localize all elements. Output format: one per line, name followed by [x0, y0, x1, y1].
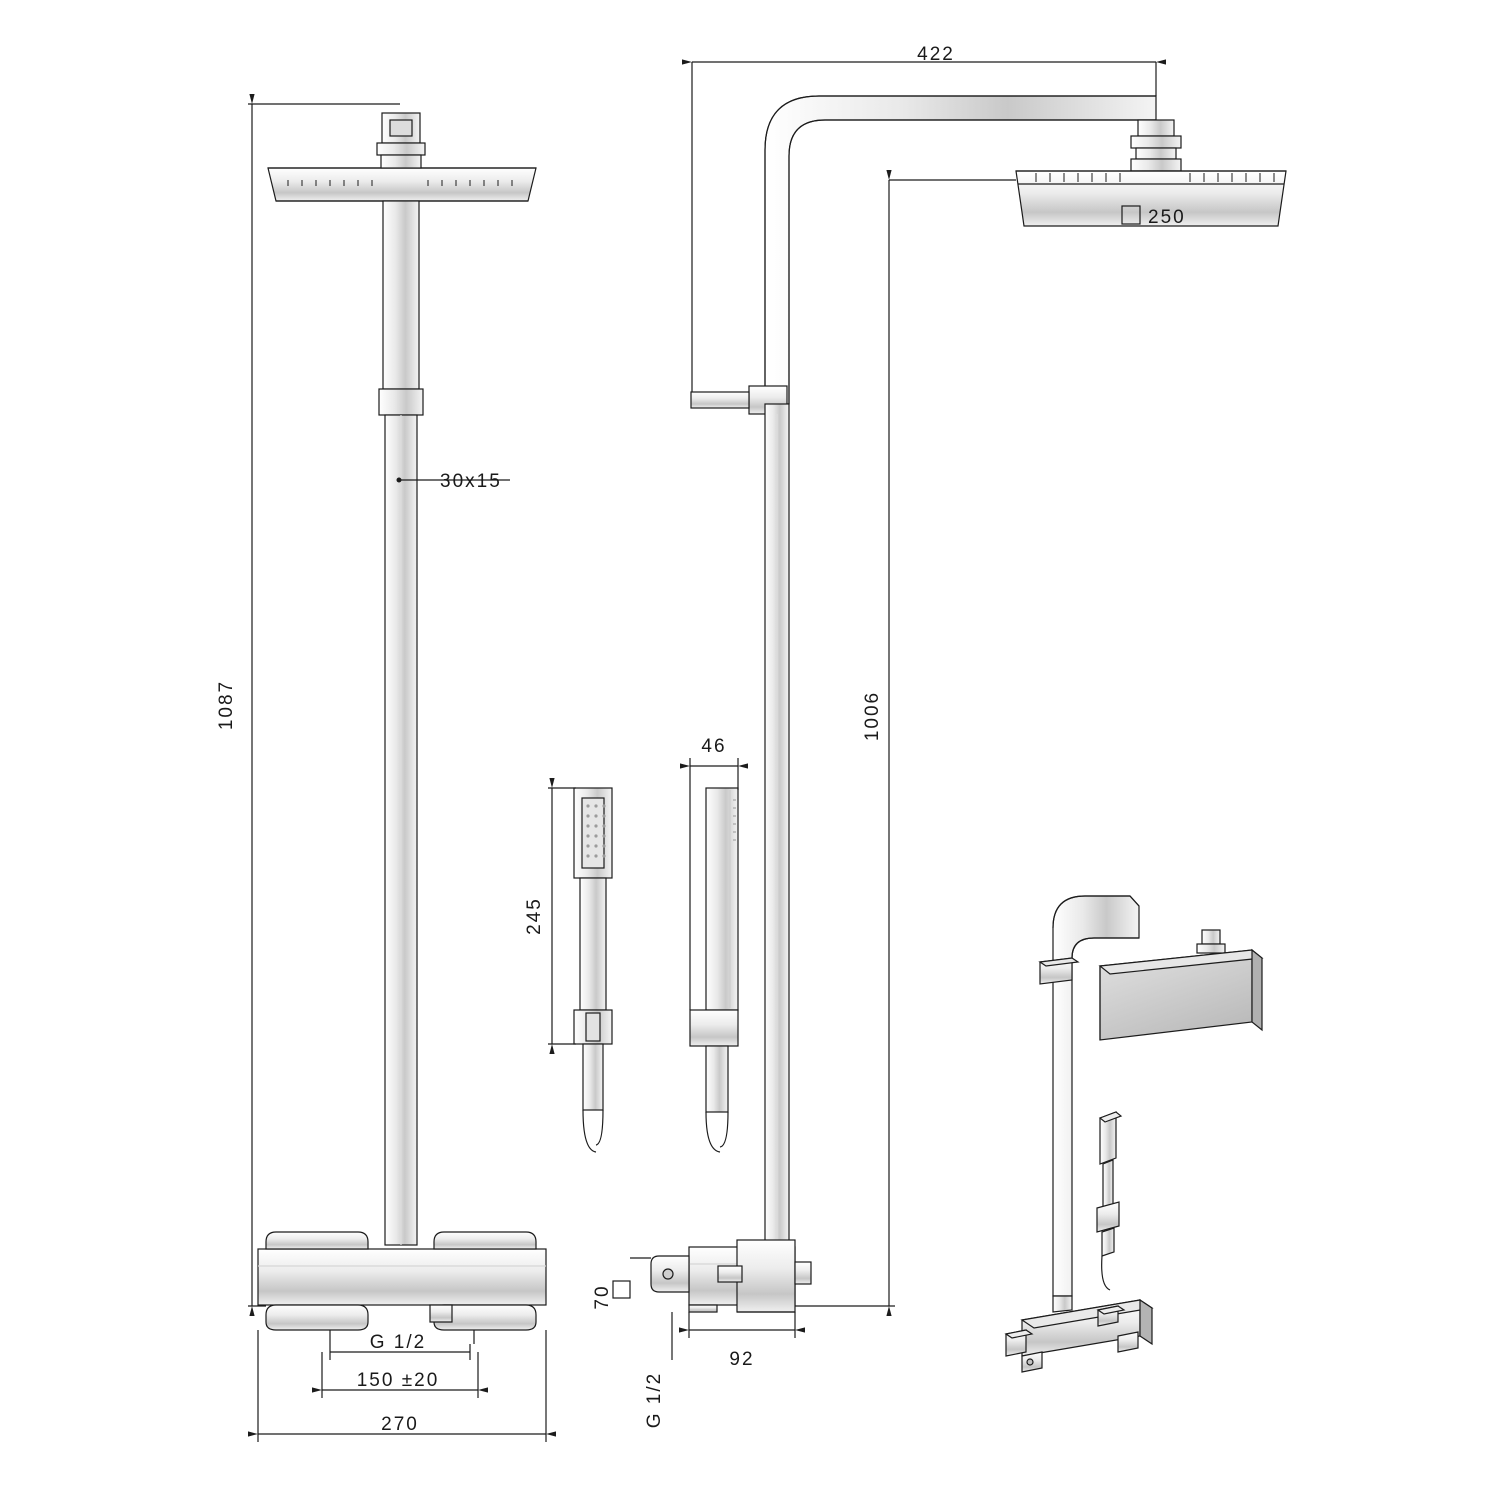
side-view-riser — [765, 404, 789, 1249]
label-handset-length: 245 — [524, 897, 545, 935]
front-view-thermostatic-valve — [258, 1232, 546, 1344]
label-riser-profile: 30x15 — [440, 471, 502, 492]
label-handset-width: 46 — [701, 736, 727, 757]
label-base-width: 270 — [381, 1414, 419, 1435]
front-view-head-joint — [377, 113, 425, 168]
label-valve-depth: 70 — [592, 1284, 613, 1310]
label-inlet-thread-side: G 1/2 — [644, 1371, 665, 1429]
front-view-riser-lower — [385, 415, 417, 1245]
dimension-riser-height — [795, 180, 1016, 1306]
front-view-shower-head — [268, 168, 536, 201]
handset-side-view — [690, 788, 738, 1152]
dimension-valve-width — [689, 1312, 795, 1338]
side-view-thermostatic-valve — [651, 1240, 811, 1336]
dimension-total-height — [248, 104, 400, 1306]
label-reach: 422 — [917, 44, 955, 65]
label-valve-width: 92 — [729, 1349, 755, 1370]
label-inlet-centres: 150 ±20 — [356, 1370, 440, 1391]
label-head-size: 250 — [1148, 207, 1186, 228]
side-view-swan-neck-arm — [765, 96, 1156, 404]
label-riser-height: 1006 — [862, 690, 883, 742]
front-view-riser-upper — [379, 201, 423, 415]
dimension-handset-length — [548, 788, 576, 1044]
handset-front-view — [574, 788, 612, 1152]
label-inlet-thread-front: G 1/2 — [369, 1332, 427, 1353]
label-total-height: 1087 — [216, 679, 237, 731]
perspective-view-shower-column — [1006, 896, 1262, 1372]
dimension-valve-depth — [613, 1258, 651, 1298]
